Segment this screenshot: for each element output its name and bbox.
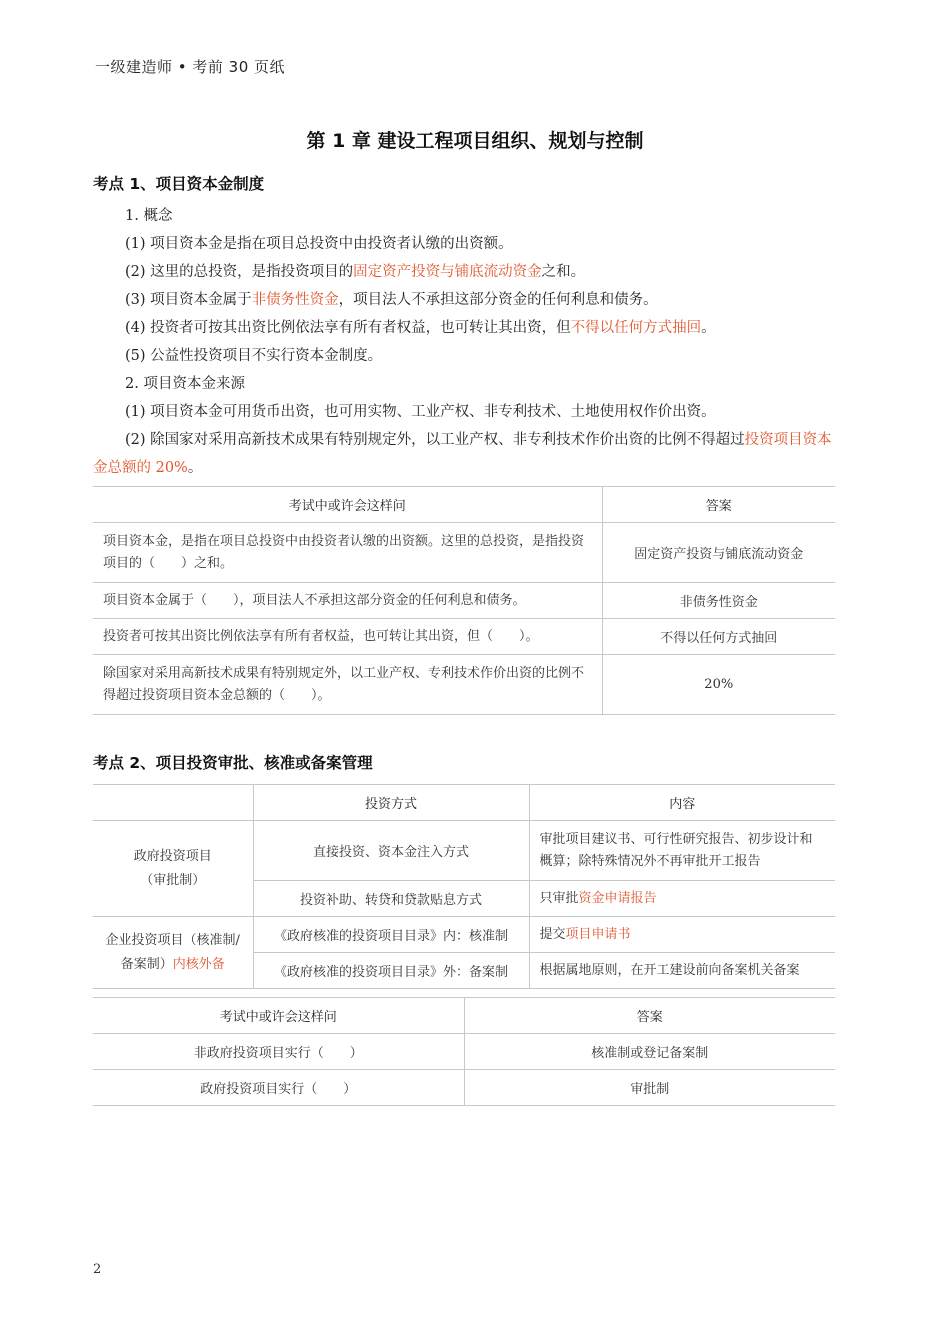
approval-table (93, 784, 835, 989)
highlight: 固定资产投资与铺底流动资金 (353, 264, 542, 280)
enterprise-project-cell: 企业投资项目（核准制/备案制）内核外备 (93, 917, 253, 989)
concept-item-2: (2) 这里的总投资，是指投资项目的固定资产投资与铺底流动资金之和。 (125, 264, 586, 280)
source-item-1: (1) 项目资本金可用货币出资，也可用实物、工业产权、非专利技术、土地使用权作价出资。 (125, 404, 716, 420)
chapter-title: 第 1 章 建设工程项目组织、规划与控制 (306, 130, 644, 152)
highlight: 投资项目资本金总额的 20% (93, 432, 832, 476)
question-cell: 投资者可按其出资比例依法享有所有者权益，也可转让其出资，但（ ）。 (93, 619, 602, 655)
section-1-body (93, 202, 835, 482)
column-header (93, 785, 253, 821)
question-cell: 除国家对采用高新技术成果有特别规定外，以工业产权、专利技术作价出资的比例不得超过投资项目资本金总额的（ ）。 (93, 655, 602, 715)
table-row (93, 1070, 835, 1106)
column-header: 考试中或许会这样问 (93, 487, 602, 523)
column-header: 投资方式 (253, 785, 529, 821)
answer-cell: 20% (602, 655, 835, 715)
table-row (93, 619, 835, 655)
answer-cell: 固定资产投资与铺底流动资金 (602, 523, 835, 583)
table-row (93, 655, 835, 715)
content-cell: 审批项目建议书、可行性研究报告、初步设计和概算；除特殊情况外不再审批开工报告 (529, 821, 835, 881)
question-cell: 政府投资项目实行（ ） (93, 1070, 464, 1106)
question-cell: 项目资本金属于（ ），项目法人不承担这部分资金的任何利息和债务。 (93, 583, 602, 619)
table-row (93, 1034, 835, 1070)
table-row (93, 523, 835, 583)
answer-cell: 核准制或登记备案制 (464, 1034, 835, 1070)
section-2-title: 考点 2、项目投资审批、核准或备案管理 (93, 754, 373, 772)
column-header: 答案 (464, 998, 835, 1034)
answer-cell: 不得以任何方式抽回 (602, 619, 835, 655)
mode-cell: 直接投资、资本金注入方式 (253, 821, 529, 881)
table-row (93, 821, 835, 881)
concept-item-3: (3) 项目资本金属于非债务性资金，项目法人不承担这部分资金的任何利息和债务。 (125, 292, 658, 308)
highlight: 非债务性资金 (251, 292, 339, 308)
highlight: 不得以任何方式抽回 (570, 320, 702, 336)
column-header: 答案 (602, 487, 835, 523)
source-heading: 2. 项目资本金来源 (125, 376, 245, 392)
concept-item-1: (1) 项目资本金是指在项目总投资中由投资者认缴的出资额。 (125, 236, 513, 252)
column-header: 考试中或许会这样问 (93, 998, 464, 1034)
mode-cell: 《政府核准的投资项目目录》内：核准制 (253, 917, 529, 953)
question-cell: 项目资本金，是指在项目总投资中由投资者认缴的出资额。这里的总投资，是指投资项目的（ ）之和。 (93, 523, 602, 583)
qa-table-1 (93, 486, 835, 715)
concept-item-4: (4) 投资者可按其出资比例依法享有所有者权益，也可转让其出资，但不得以任何方式抽回。 (125, 320, 716, 336)
question-cell: 非政府投资项目实行（ ） (93, 1034, 464, 1070)
page-number: 2 (93, 1262, 102, 1277)
content-cell: 只审批资金申请报告 (529, 881, 835, 917)
table-row (93, 583, 835, 619)
concept-heading: 1. 概念 (125, 208, 173, 224)
running-header: 一级建造师 • 考前 30 页纸 (95, 58, 286, 76)
content-cell: 根据属地原则，在开工建设前向备案机关备案 (529, 953, 835, 989)
source-item-2: (2) 除国家对采用高新技术成果有特别规定外，以工业产权、非专利技术作价出资的比例不得超过投资项目资本金总额的 20%。 (93, 432, 832, 476)
mode-cell: 《政府核准的投资项目目录》外：备案制 (253, 953, 529, 989)
mode-cell: 投资补助、转贷和贷款贴息方式 (253, 881, 529, 917)
highlight: 内核外备 (172, 956, 225, 972)
concept-item-5: (5) 公益性投资项目不实行资本金制度。 (125, 348, 383, 364)
section-1-title: 考点 1、项目资本金制度 (93, 175, 265, 193)
highlight: 项目申请书 (565, 926, 631, 942)
answer-cell: 审批制 (464, 1070, 835, 1106)
gov-project-cell: 政府投资项目 （审批制） (93, 821, 253, 917)
table-row (93, 917, 835, 953)
column-header: 内容 (529, 785, 835, 821)
highlight: 资金申请报告 (578, 890, 657, 906)
qa-table-2 (93, 997, 835, 1106)
answer-cell: 非债务性资金 (602, 583, 835, 619)
content-cell: 提交项目申请书 (529, 917, 835, 953)
